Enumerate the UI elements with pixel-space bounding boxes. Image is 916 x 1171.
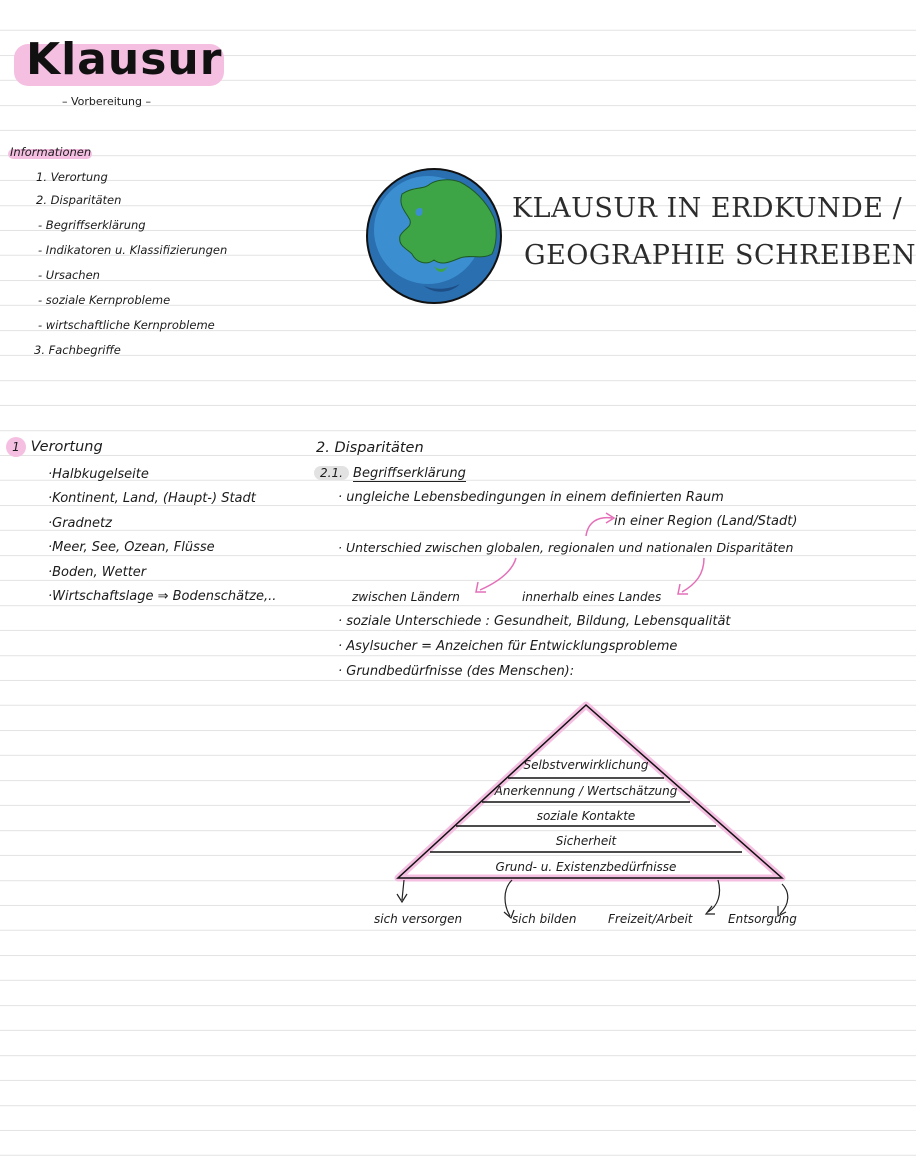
pyramid-level: soziale Kontakte <box>536 809 636 823</box>
verortung-title: Verortung <box>30 439 103 455</box>
disparitaeten-title: Disparitäten <box>334 440 424 456</box>
disp-line: · Unterschied zwischen globalen, regionalen und nationalen Disparitäten <box>338 540 794 555</box>
verortung-item: ·Boden, Wetter <box>48 565 147 580</box>
info-item: - wirtschaftliche Kernprobleme <box>38 318 215 332</box>
pyramid-level: Grund- u. Existenzbedürfnisse <box>495 860 677 874</box>
disparitaeten-number: 2. <box>316 440 330 456</box>
banner-line-2: GEOGRAPHIE SCHREIBEN <box>524 240 916 271</box>
info-item: 1. Verortung <box>36 170 108 184</box>
pyramid-bottom-label: Freizeit/Arbeit <box>608 912 693 926</box>
info-item: - soziale Kernprobleme <box>38 293 171 307</box>
disp-line: · Grundbedürfnisse (des Menschen): <box>338 664 575 679</box>
verortung-item: ·Gradnetz <box>48 516 112 531</box>
begriffserklaerung-number: 2.1. <box>314 466 349 480</box>
info-item: - Ursachen <box>38 268 100 282</box>
info-item: - Indikatoren u. Klassifizierungen <box>38 243 228 257</box>
page-subtitle: – Vorbereitung – <box>62 95 152 108</box>
info-item: 2. Disparitäten <box>36 193 122 207</box>
info-heading: Informationen <box>10 145 92 159</box>
pyramid-level: Anerkennung / Wertschätzung <box>494 784 678 798</box>
pyramid-level: Sicherheit <box>555 834 617 848</box>
info-item: - Begriffserklärung <box>38 218 146 232</box>
info-item: 3. Fachbegriffe <box>34 343 121 357</box>
disp-line: · Asylsucher = Anzeichen für Entwicklungsprobleme <box>338 639 678 654</box>
verortung-item: ·Kontinent, Land, (Haupt-) Stadt <box>48 491 256 506</box>
pyramid-level: Selbstverwirklichung <box>523 758 649 772</box>
verortung-item: ·Meer, See, Ozean, Flüsse <box>48 540 215 555</box>
pyramid-bottom-label: sich versorgen <box>374 912 463 926</box>
disp-line: · soziale Unterschiede : Gesundheit, Bildung, Lebensqualität <box>338 614 731 629</box>
begriffserklaerung-title: Begriffserklärung <box>353 466 466 481</box>
page-title: Klausur <box>26 34 223 85</box>
verortung-item: ·Wirtschaftslage ⇒ Bodenschätze,.. <box>48 589 277 604</box>
disp-line: · ungleiche Lebensbedingungen in einem definierten Raum <box>338 490 724 505</box>
disp-line: in einer Region (Land/Stadt) <box>614 514 798 529</box>
disp-innerhalb: innerhalb eines Landes <box>522 590 662 604</box>
verortung-item: ·Halbkugelseite <box>48 467 149 482</box>
disp-zwischen: zwischen Ländern <box>352 590 460 604</box>
pyramid-bottom-label: Entsorgung <box>728 912 797 926</box>
verortung-number: 1 <box>6 437 26 457</box>
banner-line-1: KLAUSUR IN ERDKUNDE / <box>512 193 903 224</box>
pyramid-bottom-label: sich bilden <box>512 912 577 926</box>
